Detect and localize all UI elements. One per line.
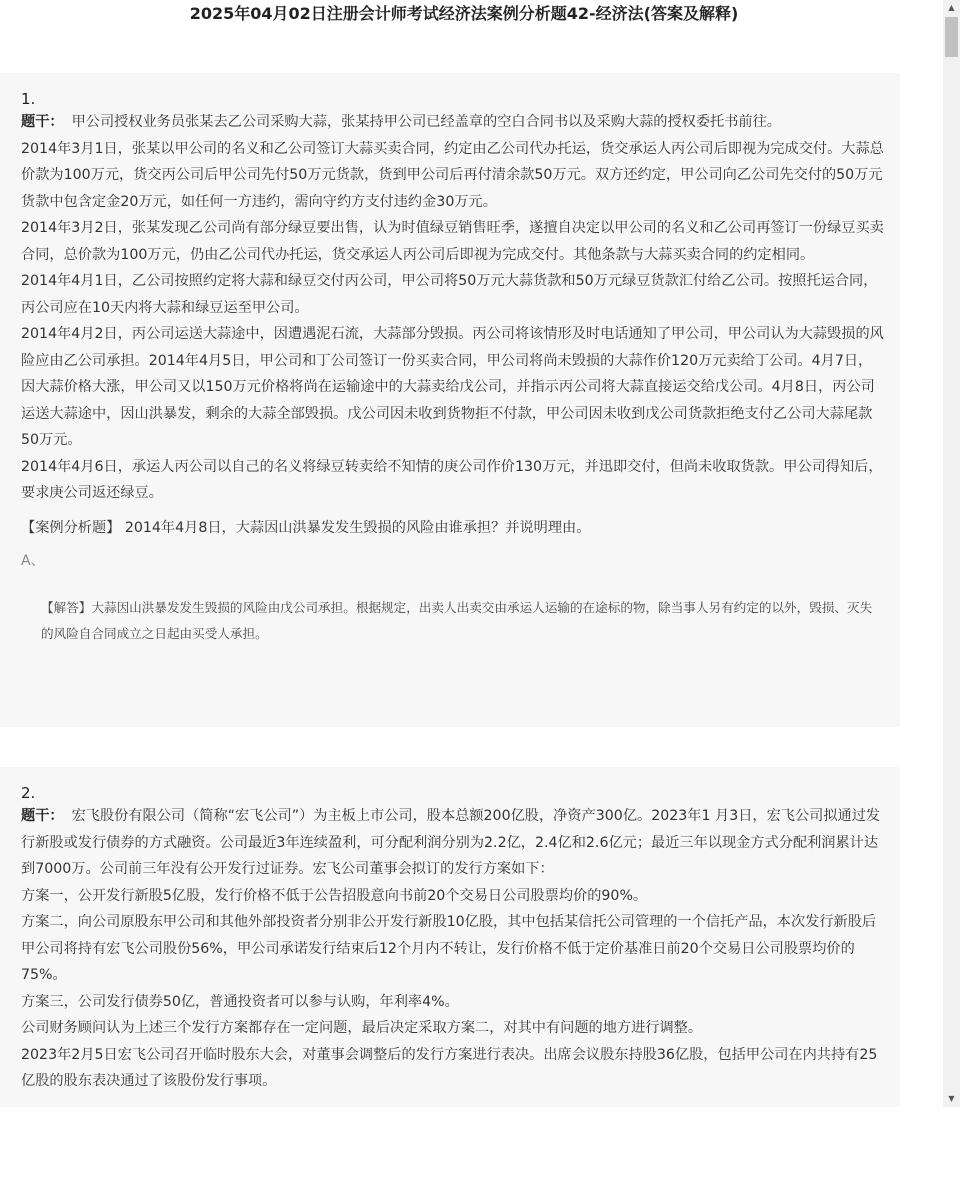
answer-label: 【解答】 xyxy=(41,599,92,615)
stem-paragraph: 2014年4月2日，丙公司运送大蒜途中，因遭遇泥石流，大蒜部分毁损。丙公司将该情形及时电话通知了甲公司，甲公司认为大蒜毁损的风险应由乙公司承担。2014年4月5日，甲公司和丁公司签订一份买卖合同，甲公司将尚未毁损的大蒜作价120万元卖给丁公司。4月7日，因大蒜价格大涨，甲公司又以150万元价格将尚在运输途中的大蒜卖给戊公司，并指示丙公司将大蒜直接运交给戊公司。4月8日，丙公司运送大蒜途中，因山洪暴发，剩余的大蒜全部毁损。戊公司因未收到货物拒不付款，甲公司因未收到戊公司货款拒绝支付乙公司大蒜尾款50万元。 xyxy=(21,326,884,448)
stem-paragraph: 方案三，公司发行债券50亿，普通投资者可以参与认购，年利率4%。 xyxy=(21,993,459,1010)
stem-paragraph: 2014年3月2日，张某发现乙公司尚有部分绿豆要出售，认为时值绿豆销售旺季，遂擅自决定以甲公司的名义和乙公司再签订一份绿豆买卖合同，总价款为100万元，仍由乙公司代办托运，货交承运人丙公司后即视为完成交付。其他条款与大蒜买卖合同的约定相同。 xyxy=(21,220,884,263)
stem-paragraph: 2014年4月1日，乙公司按照约定将大蒜和绿豆交付丙公司，甲公司将50万元大蒜货款和50万元绿豆货款汇付给乙公司。按照托运合同，丙公司应在10天内将大蒜和绿豆运至甲公司。 xyxy=(21,273,878,316)
stem-label: 题干： xyxy=(21,808,64,824)
stem-text: 宏飞股份有限公司（简称“宏飞公司”）为主板上市公司，股本总额200亿股，净资产300亿。2023年1 月3日，宏飞公司拟通过发行新股或发行债券的方式融资。公司最近3年连续盈利，可分配利润分别为2.2亿，2.4亿和2.6亿元；最近三年以现金方式分配利润累计达到7000万。公司前三年没有公开发行过证券。宏飞公司董事会拟订的发行方案如下： xyxy=(21,808,881,877)
scroll-down-icon[interactable]: ▼ xyxy=(948,1094,955,1103)
stem-paragraph: 2014年4月6日，承运人丙公司以自己的名义将绿豆转卖给不知情的庚公司作价130万元，并迅即交付，但尚未收取货款。甲公司得知后，要求庚公司返还绿豆。 xyxy=(21,458,883,501)
page-title: 2025年04月02日注册会计师考试经济法案例分析题42-经济法(答案及解释) xyxy=(189,4,739,23)
stem-paragraph xyxy=(21,803,886,883)
vertical-scrollbar[interactable] xyxy=(943,0,960,1107)
question-stem xyxy=(21,109,886,507)
question-card xyxy=(0,767,900,1107)
stem-paragraph: 2023年2月5日宏飞公司召开临时股东大会，对董事会调整后的发行方案进行表决。出席会议股东持股36亿股，包括甲公司在内共持有25亿股的股东表决通过了该股份发行事项。 xyxy=(21,1046,878,1089)
stem-paragraph xyxy=(21,109,886,136)
scroll-up-icon[interactable]: ▲ xyxy=(948,3,955,12)
case-question: 【案例分析题】 2014年4月8日，大蒜因山洪暴发发生毁损的风险由谁承担？并说明理由。 xyxy=(21,519,591,536)
question-card xyxy=(0,73,900,727)
answer-text: 大蒜因山洪暴发发生毁损的风险由戊公司承担。根据规定，出卖人出卖交由承运人运输的在途标的物，除当事人另有约定的以外，毁损、灭失的风险自合同成立之日起由买受人承担。 xyxy=(41,599,873,641)
stem-paragraph: 2014年3月1日，张某以甲公司的名义和乙公司签订大蒜买卖合同，约定由乙公司代办托运，货交承运人丙公司后即视为完成交付。大蒜总价款为100万元，货交丙公司后甲公司先付50万元货款，货到甲公司后再付清余款50万元。双方还约定，甲公司向乙公司先交付的50万元货款中包含定金20万元，如任何一方违约，需向守约方支付违约金30万元。 xyxy=(21,140,884,210)
stem-paragraph: 公司财务顾问认为上述三个发行方案都存在一定问题，最后决定采取方案二，对其中有问题的地方进行调整。 xyxy=(21,1020,703,1036)
question-number: 1. xyxy=(21,90,36,108)
stem-paragraph: 方案一，公开发行新股5亿股，发行价格不低于公告招股意向书前20个交易日公司股票均价的90%。 xyxy=(21,887,648,904)
question-number: 2. xyxy=(21,784,36,802)
answer-option: A、 xyxy=(21,552,45,569)
stem-paragraph: 方案二，向公司原股东甲公司和其他外部投资者分别非公开发行新股10亿股，其中包括某信托公司管理的一个信托产品，本次发行新股后甲公司将持有宏飞公司股份56%，甲公司承诺发行结束后12个月内不转让，发行价格不低于定价基准日前20个交易日公司股票均价的75%。 xyxy=(21,914,877,983)
stem-text: 甲公司授权业务员张某去乙公司采购大蒜，张某持甲公司已经盖章的空白合同书以及采购大蒜的授权委托书前往。 xyxy=(71,114,781,130)
answer-explanation xyxy=(41,595,881,647)
question-stem xyxy=(21,803,886,1095)
scrollbar-thumb[interactable] xyxy=(945,17,958,57)
stem-label: 题干： xyxy=(21,114,64,130)
